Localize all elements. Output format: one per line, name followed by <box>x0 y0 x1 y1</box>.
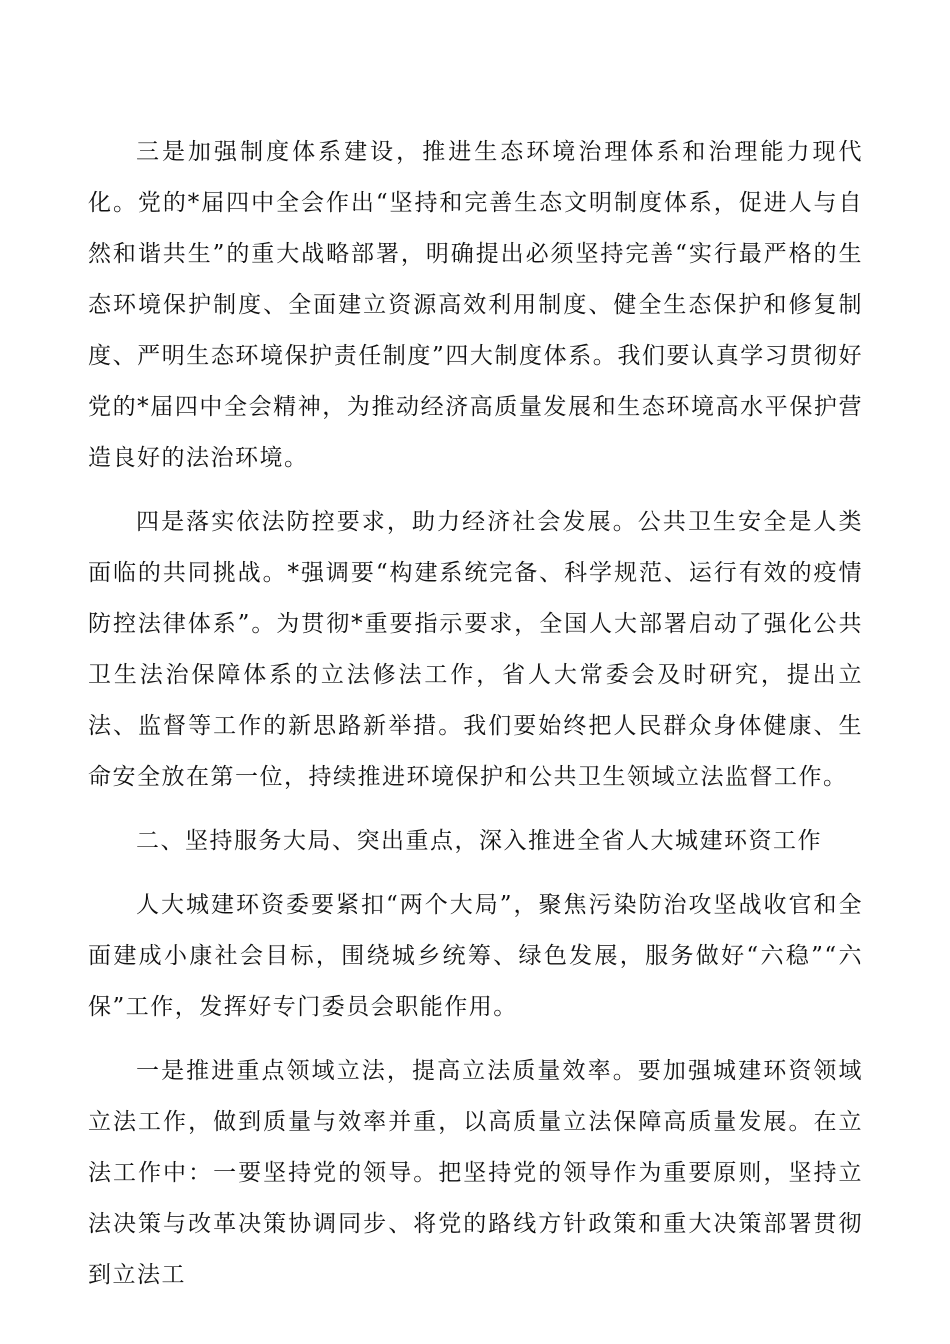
paragraph-key-legislation: 一是推进重点领域立法，提高立法质量效率。要加强城建环资领域立法工作，做到质量与效率并重，以高质量立法保障高质量发展。在立法工作中：一要坚持党的领导。把坚持党的领导作为重要原则，坚持立法决策与改革决策协调同步、将党的路线方针政策和重大决策部署贯彻到立法工 <box>88 1058 863 1288</box>
paragraph-committee-role: 人大城建环资委要紧扣“两个大局”，聚焦污染防治攻坚战收官和全面建成小康社会目标，围绕城乡统筹、绿色发展，服务做好“六稳”“六保”工作，发挥好专门委员会职能作用。 <box>88 892 863 1020</box>
section-heading-two: 二、坚持服务大局、突出重点，深入推进全省人大城建环资工作 <box>136 828 822 854</box>
paragraph-institutional-system: 三是加强制度体系建设，推进生态环境治理体系和治理能力现代化。党的*届四中全会作出“坚持和完善生态文明制度体系，促进人与自然和谐共生”的重大战略部署，明确提出必须坚持完善“实行最严格的生态环境保护制度、全面建立资源高效利用制度、健全生态保护和修复制度、严明生态环境保护责任制度”四大制度体系。我们要认真学习贯彻好党的*届四中全会精神，为推动经济高质量发展和生态环境高水平保护营造良好的法治环境。 <box>88 139 863 471</box>
paragraph-epidemic-prevention: 四是落实依法防控要求，助力经济社会发展。公共卫生安全是人类面临的共同挑战。*强调要“构建系统完备、科学规范、运行有效的疫情防控法律体系”。为贯彻*重要指示要求，全国人大部署启动了强化公共卫生法治保障体系的立法修法工作，省人大常委会及时研究，提出立法、监督等工作的新思路新举措。我们要始终把人民群众身体健康、生命安全放在第一位，持续推进环境保护和公共卫生领域立法监督工作。 <box>88 509 863 790</box>
document-page <box>88 127 863 1301</box>
